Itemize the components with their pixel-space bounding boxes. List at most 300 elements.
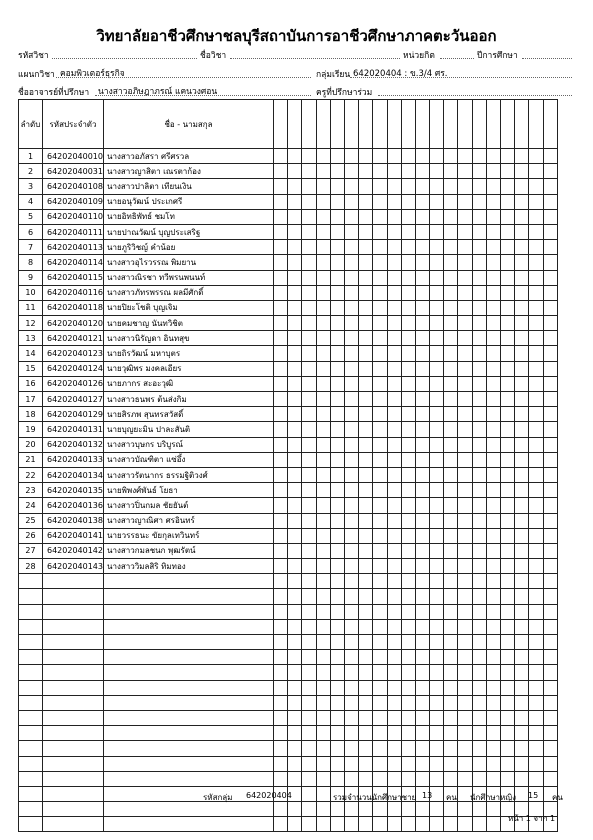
mark-column-header bbox=[543, 100, 557, 149]
mark-cell bbox=[458, 149, 472, 164]
mark-cell bbox=[373, 407, 387, 422]
table-row bbox=[19, 255, 558, 270]
mark-cell bbox=[274, 817, 288, 832]
mark-cell bbox=[274, 802, 288, 817]
mark-cell bbox=[501, 331, 515, 346]
mark-cell bbox=[458, 817, 472, 832]
mark-column-header bbox=[529, 100, 543, 149]
table-row bbox=[19, 589, 558, 604]
mark-cell bbox=[501, 619, 515, 634]
student-name: นายอิทธิพัทธ์ ชมโท bbox=[104, 209, 274, 224]
mark-cell bbox=[373, 346, 387, 361]
mark-cell bbox=[302, 665, 316, 680]
table-row bbox=[19, 817, 558, 832]
table-row bbox=[19, 650, 558, 665]
mark-cell bbox=[444, 483, 458, 498]
mark-cell bbox=[515, 179, 529, 194]
mark-cell bbox=[472, 300, 486, 315]
student-name: นายอนุวัฒน์ ประเกศรี bbox=[104, 194, 274, 209]
mark-cell bbox=[316, 255, 330, 270]
mark-cell bbox=[344, 331, 358, 346]
mark-cell bbox=[302, 710, 316, 725]
mark-cell bbox=[501, 559, 515, 574]
mark-cell bbox=[486, 726, 500, 741]
mark-cell bbox=[330, 270, 344, 285]
student-id: 64202040142 bbox=[43, 543, 104, 558]
advisor-label: ชื่ออาจารย์ที่ปรึกษา bbox=[18, 88, 90, 98]
mark-cell bbox=[444, 422, 458, 437]
mark-cell bbox=[401, 149, 415, 164]
mark-cell bbox=[288, 224, 302, 239]
mark-cell bbox=[373, 255, 387, 270]
mark-cell bbox=[515, 376, 529, 391]
mark-cell bbox=[515, 407, 529, 422]
mark-cell bbox=[415, 802, 429, 817]
mark-cell bbox=[288, 604, 302, 619]
mark-cell bbox=[415, 346, 429, 361]
row-number: 21 bbox=[19, 452, 43, 467]
student-name: นางสาวรัตนากร ธรรมฐิติวงศ์ bbox=[104, 467, 274, 482]
mark-cell bbox=[344, 543, 358, 558]
mark-cell bbox=[515, 209, 529, 224]
mark-cell bbox=[472, 285, 486, 300]
mark-cell bbox=[543, 361, 557, 376]
mark-cell bbox=[458, 392, 472, 407]
mark-cell bbox=[415, 589, 429, 604]
mark-cell bbox=[344, 300, 358, 315]
mark-cell bbox=[330, 483, 344, 498]
student-id: 64202040141 bbox=[43, 528, 104, 543]
table-row bbox=[19, 543, 558, 558]
row-number: 9 bbox=[19, 270, 43, 285]
mark-cell bbox=[373, 771, 387, 786]
student-name: นายภูริวิชญ์ คำน้อย bbox=[104, 240, 274, 255]
mark-cell bbox=[458, 680, 472, 695]
mark-cell bbox=[330, 498, 344, 513]
mark-cell bbox=[486, 574, 500, 589]
mark-cell bbox=[501, 710, 515, 725]
mark-cell bbox=[387, 771, 401, 786]
mark-cell bbox=[529, 513, 543, 528]
mark-cell bbox=[387, 392, 401, 407]
mark-cell bbox=[458, 285, 472, 300]
year-line bbox=[522, 58, 572, 59]
mark-column-header bbox=[486, 100, 500, 149]
student-name: นางสาวปิ่นกมล ชัยยันต์ bbox=[104, 498, 274, 513]
mark-cell bbox=[529, 619, 543, 634]
mark-cell bbox=[472, 164, 486, 179]
mark-cell bbox=[288, 437, 302, 452]
mark-cell bbox=[344, 741, 358, 756]
mark-cell bbox=[543, 771, 557, 786]
row-number: 28 bbox=[19, 559, 43, 574]
mark-cell bbox=[458, 498, 472, 513]
mark-cell bbox=[288, 513, 302, 528]
female-label: นักศึกษาหญิง bbox=[470, 793, 516, 802]
mark-cell bbox=[401, 376, 415, 391]
mark-cell bbox=[302, 635, 316, 650]
mark-cell bbox=[529, 452, 543, 467]
mark-cell bbox=[387, 695, 401, 710]
row-number bbox=[19, 635, 43, 650]
mark-cell bbox=[274, 224, 288, 239]
mark-cell bbox=[359, 392, 373, 407]
student-id: 64202040138 bbox=[43, 513, 104, 528]
mark-cell bbox=[415, 300, 429, 315]
mark-cell bbox=[458, 771, 472, 786]
mark-cell bbox=[344, 559, 358, 574]
student-id bbox=[43, 695, 104, 710]
mark-cell bbox=[316, 300, 330, 315]
mark-cell bbox=[444, 771, 458, 786]
student-id: 64202040134 bbox=[43, 467, 104, 482]
mark-cell bbox=[543, 756, 557, 771]
mark-cell bbox=[373, 452, 387, 467]
mark-cell bbox=[359, 650, 373, 665]
mark-cell bbox=[415, 498, 429, 513]
mark-cell bbox=[288, 483, 302, 498]
mark-cell bbox=[359, 619, 373, 634]
mark-cell bbox=[401, 695, 415, 710]
mark-cell bbox=[501, 224, 515, 239]
mark-cell bbox=[302, 680, 316, 695]
mark-cell bbox=[373, 149, 387, 164]
mark-cell bbox=[444, 300, 458, 315]
mark-cell bbox=[330, 331, 344, 346]
mark-cell bbox=[274, 255, 288, 270]
mark-cell bbox=[472, 574, 486, 589]
mark-cell bbox=[288, 164, 302, 179]
mark-cell bbox=[401, 574, 415, 589]
mark-cell bbox=[302, 786, 316, 801]
mark-cell bbox=[302, 483, 316, 498]
mark-cell bbox=[515, 240, 529, 255]
mark-cell bbox=[529, 604, 543, 619]
row-number bbox=[19, 695, 43, 710]
mark-cell bbox=[373, 361, 387, 376]
mark-cell bbox=[430, 361, 444, 376]
mark-cell bbox=[458, 224, 472, 239]
mark-cell bbox=[288, 331, 302, 346]
mark-cell bbox=[387, 589, 401, 604]
mark-cell bbox=[430, 467, 444, 482]
mark-cell bbox=[543, 331, 557, 346]
subject-name-label: ชื่อวิชา bbox=[200, 51, 227, 61]
mark-cell bbox=[302, 650, 316, 665]
mark-cell bbox=[529, 361, 543, 376]
student-name: นางสาวณิรชา ทวีพรนพนนท์ bbox=[104, 270, 274, 285]
mark-cell bbox=[430, 726, 444, 741]
mark-cell bbox=[458, 179, 472, 194]
mark-cell bbox=[274, 680, 288, 695]
mark-cell bbox=[415, 513, 429, 528]
mark-cell bbox=[359, 224, 373, 239]
row-number bbox=[19, 756, 43, 771]
mark-cell bbox=[444, 650, 458, 665]
mark-cell bbox=[288, 710, 302, 725]
mark-cell bbox=[373, 665, 387, 680]
student-name: นายปาณวัฒน์ บุญประเสริฐ bbox=[104, 224, 274, 239]
mark-cell bbox=[515, 422, 529, 437]
mark-cell bbox=[401, 422, 415, 437]
mark-cell bbox=[344, 209, 358, 224]
mark-cell bbox=[344, 285, 358, 300]
mark-cell bbox=[387, 513, 401, 528]
mark-cell bbox=[543, 224, 557, 239]
mark-cell bbox=[344, 467, 358, 482]
mark-cell bbox=[274, 635, 288, 650]
row-number bbox=[19, 665, 43, 680]
mark-cell bbox=[401, 483, 415, 498]
mark-cell bbox=[344, 407, 358, 422]
mark-cell bbox=[458, 665, 472, 680]
mark-cell bbox=[529, 710, 543, 725]
mark-cell bbox=[316, 224, 330, 239]
mark-cell bbox=[486, 437, 500, 452]
mark-cell bbox=[387, 376, 401, 391]
mark-cell bbox=[444, 619, 458, 634]
table-row bbox=[19, 467, 558, 482]
mark-cell bbox=[316, 786, 330, 801]
mark-cell bbox=[501, 771, 515, 786]
mark-cell bbox=[387, 559, 401, 574]
mark-cell bbox=[302, 316, 316, 331]
mark-cell bbox=[288, 817, 302, 832]
mark-cell bbox=[302, 270, 316, 285]
student-name: นางสาวญาสิตา เณรตาก้อง bbox=[104, 164, 274, 179]
student-name: นายภากร สะอะวุฒิ bbox=[104, 376, 274, 391]
mark-cell bbox=[274, 194, 288, 209]
mark-cell bbox=[444, 437, 458, 452]
mark-cell bbox=[359, 635, 373, 650]
mark-cell bbox=[274, 483, 288, 498]
group-value: 642020404 : ข.3/4 ศร. bbox=[353, 69, 448, 79]
mark-cell bbox=[344, 680, 358, 695]
mark-cell bbox=[430, 528, 444, 543]
student-name bbox=[104, 726, 274, 741]
mark-cell bbox=[359, 483, 373, 498]
group-code-value: 642020404 bbox=[246, 791, 292, 800]
mark-cell bbox=[288, 741, 302, 756]
male-label: รวมจำนวนนักศึกษาชาย bbox=[333, 793, 417, 802]
mark-cell bbox=[274, 346, 288, 361]
student-name bbox=[104, 802, 274, 817]
mark-cell bbox=[472, 331, 486, 346]
mark-cell bbox=[359, 771, 373, 786]
mark-column-header bbox=[515, 100, 529, 149]
mark-cell bbox=[387, 650, 401, 665]
mark-cell bbox=[529, 483, 543, 498]
mark-column-header bbox=[387, 100, 401, 149]
mark-cell bbox=[274, 543, 288, 558]
mark-cell bbox=[543, 680, 557, 695]
mark-cell bbox=[302, 604, 316, 619]
credit-line bbox=[440, 58, 474, 59]
mark-cell bbox=[458, 559, 472, 574]
mark-cell bbox=[359, 741, 373, 756]
mark-cell bbox=[401, 513, 415, 528]
mark-cell bbox=[415, 619, 429, 634]
mark-cell bbox=[501, 467, 515, 482]
mark-cell bbox=[344, 528, 358, 543]
mark-cell bbox=[529, 437, 543, 452]
mark-cell bbox=[401, 407, 415, 422]
row-number: 5 bbox=[19, 209, 43, 224]
mark-cell bbox=[515, 224, 529, 239]
mark-cell bbox=[401, 726, 415, 741]
mark-cell bbox=[387, 194, 401, 209]
row-number: 13 bbox=[19, 331, 43, 346]
mark-column-header bbox=[288, 100, 302, 149]
row-number: 6 bbox=[19, 224, 43, 239]
mark-cell bbox=[359, 452, 373, 467]
table-row bbox=[19, 346, 558, 361]
mark-cell bbox=[316, 452, 330, 467]
mark-cell bbox=[373, 316, 387, 331]
mark-cell bbox=[401, 710, 415, 725]
student-id bbox=[43, 786, 104, 801]
mark-cell bbox=[274, 361, 288, 376]
table-row bbox=[19, 376, 558, 391]
student-name: นายคมชาญ นันทวิชิต bbox=[104, 316, 274, 331]
mark-cell bbox=[501, 179, 515, 194]
mark-cell bbox=[330, 376, 344, 391]
mark-cell bbox=[430, 756, 444, 771]
mark-cell bbox=[472, 149, 486, 164]
mark-cell bbox=[387, 604, 401, 619]
mark-cell bbox=[288, 452, 302, 467]
mark-cell bbox=[486, 559, 500, 574]
mark-cell bbox=[274, 452, 288, 467]
mark-cell bbox=[274, 149, 288, 164]
mark-cell bbox=[430, 543, 444, 558]
mark-cell bbox=[486, 209, 500, 224]
mark-cell bbox=[359, 331, 373, 346]
mark-cell bbox=[330, 392, 344, 407]
mark-cell bbox=[288, 498, 302, 513]
mark-cell bbox=[529, 392, 543, 407]
mark-cell bbox=[529, 255, 543, 270]
co-advisor-line bbox=[378, 95, 572, 96]
mark-cell bbox=[330, 285, 344, 300]
student-name: นางสาววิมลสิริ ทิมทอง bbox=[104, 559, 274, 574]
mark-cell bbox=[401, 680, 415, 695]
mark-cell bbox=[401, 209, 415, 224]
mark-cell bbox=[359, 422, 373, 437]
mark-cell bbox=[274, 164, 288, 179]
mark-column-header bbox=[401, 100, 415, 149]
mark-cell bbox=[458, 255, 472, 270]
mark-cell bbox=[444, 392, 458, 407]
group-label: กลุ่มเรียน bbox=[316, 70, 351, 80]
mark-cell bbox=[430, 635, 444, 650]
student-name: นางสาวธนพร ต้นส่งกิม bbox=[104, 392, 274, 407]
mark-cell bbox=[401, 467, 415, 482]
mark-cell bbox=[330, 467, 344, 482]
mark-cell bbox=[274, 392, 288, 407]
mark-cell bbox=[486, 164, 500, 179]
mark-cell bbox=[316, 619, 330, 634]
mark-cell bbox=[458, 543, 472, 558]
mark-cell bbox=[373, 741, 387, 756]
mark-cell bbox=[430, 498, 444, 513]
mark-column-header bbox=[274, 100, 288, 149]
mark-cell bbox=[387, 316, 401, 331]
mark-cell bbox=[330, 589, 344, 604]
mark-cell bbox=[373, 513, 387, 528]
mark-cell bbox=[486, 741, 500, 756]
mark-cell bbox=[430, 559, 444, 574]
mark-cell bbox=[387, 452, 401, 467]
mark-cell bbox=[515, 498, 529, 513]
mark-cell bbox=[486, 331, 500, 346]
mark-cell bbox=[274, 376, 288, 391]
mark-cell bbox=[458, 240, 472, 255]
student-name: นายสิรภพ สุนทรสวัสดิ์ bbox=[104, 407, 274, 422]
mark-cell bbox=[316, 817, 330, 832]
mark-cell bbox=[302, 619, 316, 634]
mark-cell bbox=[430, 665, 444, 680]
mark-cell bbox=[529, 665, 543, 680]
mark-cell bbox=[387, 149, 401, 164]
row-number: 16 bbox=[19, 376, 43, 391]
row-number bbox=[19, 574, 43, 589]
table-row bbox=[19, 194, 558, 209]
mark-cell bbox=[316, 179, 330, 194]
co-advisor-label: ครูที่ปรึกษาร่วม bbox=[316, 88, 373, 98]
student-name: นางสาวภัทรพรรณ ผลมีศักดิ์ bbox=[104, 285, 274, 300]
student-id bbox=[43, 817, 104, 832]
mark-cell bbox=[486, 665, 500, 680]
mark-cell bbox=[302, 817, 316, 832]
mark-cell bbox=[302, 756, 316, 771]
table-row bbox=[19, 771, 558, 786]
mark-cell bbox=[330, 543, 344, 558]
mark-cell bbox=[401, 316, 415, 331]
student-name bbox=[104, 650, 274, 665]
mark-cell bbox=[486, 285, 500, 300]
mark-column-header bbox=[458, 100, 472, 149]
mark-cell bbox=[316, 513, 330, 528]
mark-cell bbox=[430, 255, 444, 270]
mark-cell bbox=[359, 543, 373, 558]
student-id bbox=[43, 665, 104, 680]
table-row bbox=[19, 316, 558, 331]
table-row bbox=[19, 179, 558, 194]
mark-cell bbox=[486, 392, 500, 407]
student-id bbox=[43, 802, 104, 817]
student-name: นางสาวบุษกร บริบูรณ์ bbox=[104, 437, 274, 452]
mark-cell bbox=[515, 483, 529, 498]
mark-cell bbox=[274, 331, 288, 346]
mark-cell bbox=[344, 665, 358, 680]
mark-cell bbox=[359, 179, 373, 194]
mark-cell bbox=[401, 331, 415, 346]
mark-cell bbox=[444, 149, 458, 164]
mark-cell bbox=[344, 240, 358, 255]
mark-cell bbox=[444, 589, 458, 604]
mark-cell bbox=[515, 316, 529, 331]
mark-cell bbox=[316, 316, 330, 331]
student-id: 64202040133 bbox=[43, 452, 104, 467]
mark-cell bbox=[472, 361, 486, 376]
mark-cell bbox=[274, 604, 288, 619]
mark-cell bbox=[486, 513, 500, 528]
row-number bbox=[19, 741, 43, 756]
mark-cell bbox=[274, 559, 288, 574]
mark-cell bbox=[302, 513, 316, 528]
mark-cell bbox=[458, 376, 472, 391]
